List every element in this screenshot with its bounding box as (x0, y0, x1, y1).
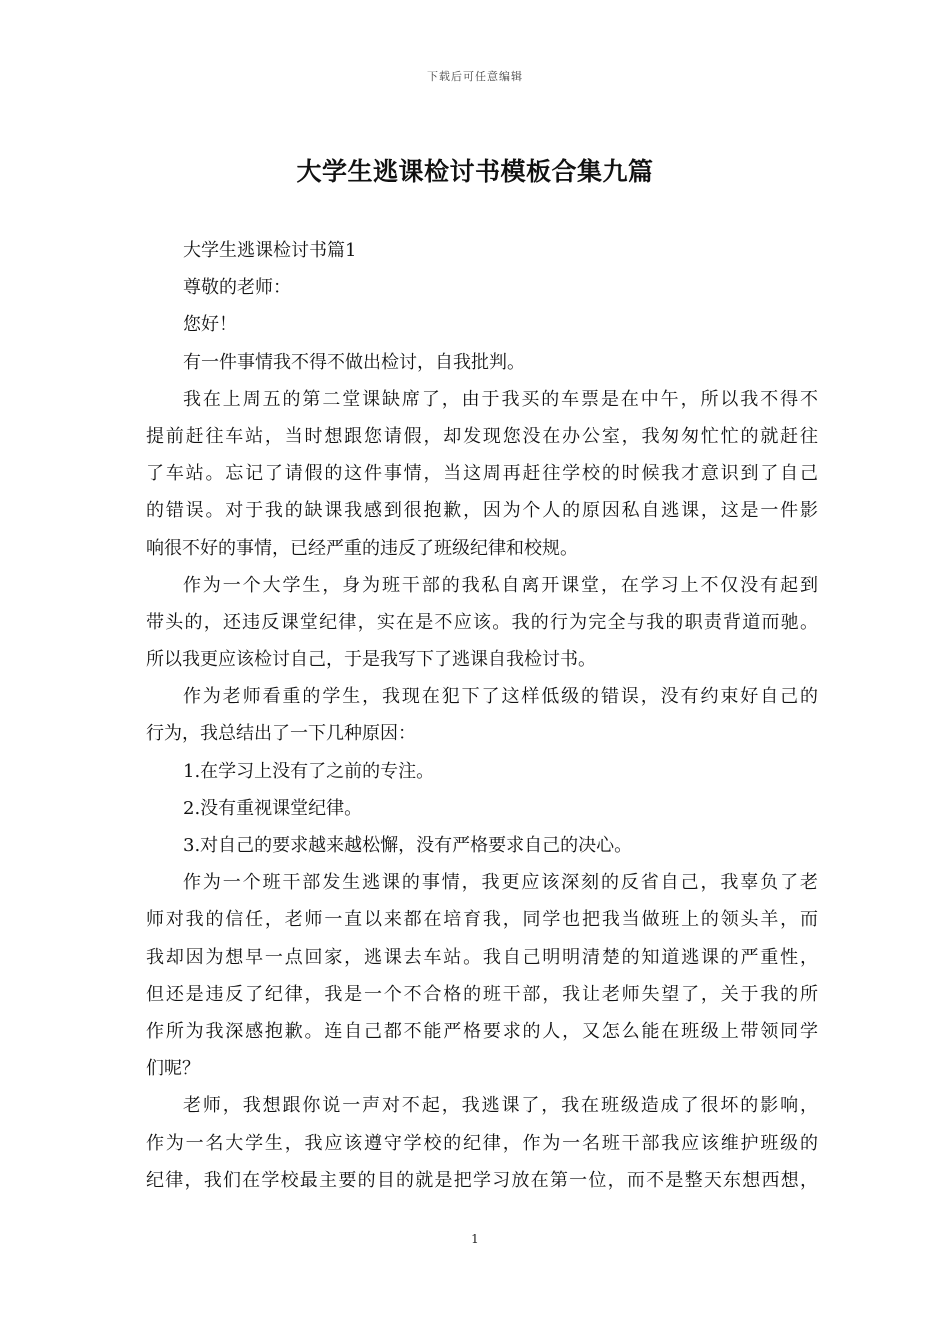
body-line: 3.对自己的要求越来越松懈，没有严格要求自己的决心。 (183, 835, 633, 856)
body-line: 所以我更应该检讨自己，于是我写下了逃课自我检讨书。 (146, 649, 596, 671)
body-line: 师对我的信任，老师一直以来都在培育我，同学也把我当做班上的领头羊，而 (146, 909, 818, 931)
body-line: 但还是违反了纪律，我是一个不合格的班干部，我让老师失望了，关于我的所 (146, 983, 818, 1005)
body-line: 我在上周五的第二堂课缺席了，由于我买的车票是在中午，所以我不得不 (183, 388, 818, 410)
body-line: 2.没有重视课堂纪律。 (183, 797, 363, 819)
document-title: 大学生逃课检讨书模板合集九篇 (296, 157, 654, 186)
body-line: 有一件事情我不得不做出检讨，自我批判。 (183, 351, 525, 373)
body-line: 尊敬的老师： (183, 277, 291, 299)
body-line: 作所为我深感抱歉。连自己都不能严格要求的人，又怎么能在班级上带领同学 (146, 1020, 818, 1042)
body-line: 行为，我总结出了一下几种原因： (146, 723, 416, 745)
page-header-note: 下载后可任意编辑 (427, 70, 523, 83)
body-line: 老师，我想跟你说一声对不起，我逃课了，我在班级造成了很坏的影响， (183, 1095, 818, 1117)
body-line: 提前赶往车站，当时想跟您请假，却发现您没在办公室，我匆匆忙忙的就赶往 (146, 425, 818, 447)
body-line: 作为老师看重的学生，我现在犯下了这样低级的错误，没有约束好自己的 (183, 686, 818, 708)
body-line: 作为一个大学生，身为班干部的我私自离开课堂，在学习上不仅没有起到 (183, 574, 818, 596)
body-line: 作为一个班干部发生逃课的事情，我更应该深刻的反省自己，我辜负了老 (183, 872, 818, 894)
body-line: 纪律，我们在学校最主要的目的就是把学习放在第一位，而不是整天东想西想， (146, 1169, 818, 1191)
body-line: 您好！ (183, 314, 237, 336)
body-line: 作为一名大学生，我应该遵守学校的纪律，作为一名班干部我应该维护班级的 (146, 1132, 818, 1154)
body-line: 们呢？ (146, 1058, 200, 1080)
body-line: 大学生逃课检讨书篇1 (183, 240, 357, 261)
body-line: 的错误。对于我的缺课我感到很抱歉，因为个人的原因私自逃课，这是一件影 (146, 500, 818, 522)
document-body (146, 232, 818, 1199)
body-line: 我却因为想早一点回家，逃课去车站。我自己明明清楚的知道逃课的严重性， (146, 946, 818, 968)
body-line: 1.在学习上没有了之前的专注。 (183, 760, 435, 782)
body-line: 带头的，还违反课堂纪律，实在是不应该。我的行为完全与我的职责背道而驰。 (146, 611, 818, 633)
body-line: 响很不好的事情，已经严重的违反了班级纪律和校规。 (146, 537, 578, 559)
page-number: 1 (471, 1232, 479, 1246)
body-line: 了车站。忘记了请假的这件事情，当这周再赶往学校的时候我才意识到了自己 (146, 463, 818, 485)
